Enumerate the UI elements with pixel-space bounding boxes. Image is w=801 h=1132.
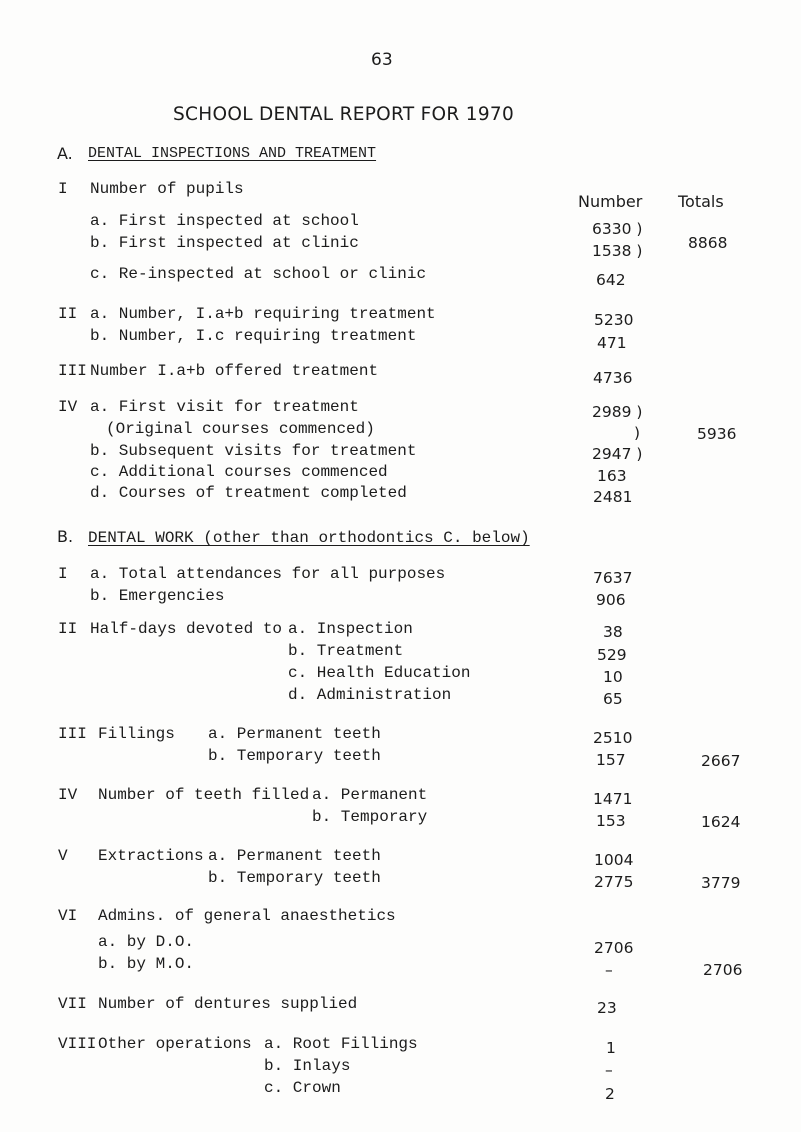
value-total: 5936: [697, 425, 737, 443]
value-number: 23: [597, 999, 617, 1017]
roman-numeral: VIII: [58, 1035, 97, 1053]
value-number: –: [605, 1061, 613, 1079]
row-label: Extractions: [98, 847, 204, 865]
value-number: 529: [597, 646, 627, 664]
section-a-letter: A.: [57, 144, 73, 163]
value-number: –: [605, 961, 613, 979]
value-total: 2667: [701, 752, 741, 770]
row-label: b. Subsequent visits for treatment: [90, 442, 417, 460]
page-title: SCHOOL DENTAL REPORT FOR 1970: [173, 104, 515, 125]
row-label: b. by M.O.: [98, 955, 195, 973]
row-label: (Original courses commenced): [106, 420, 375, 438]
row-label: a. Inspection: [288, 620, 413, 638]
row-label: Number of dentures supplied: [98, 995, 358, 1013]
roman-numeral: VII: [58, 995, 87, 1013]
value-total: 8868: [688, 234, 728, 252]
value-number: 163: [597, 467, 627, 485]
page-number: 63: [371, 50, 393, 70]
row-label: Number of teeth filled: [98, 786, 310, 804]
value-number: 1538 ): [592, 242, 643, 260]
row-label: a. by D.O.: [98, 933, 195, 951]
row-label: a. First inspected at school: [90, 212, 359, 230]
row-label: c. Additional courses commenced: [90, 463, 388, 481]
row-label: a. Permanent: [312, 786, 428, 804]
row-label: d. Administration: [288, 686, 452, 704]
value-number: 38: [603, 623, 623, 641]
roman-numeral: IV: [58, 786, 78, 804]
value-number: 1004: [594, 851, 634, 869]
row-label: b. Treatment: [288, 642, 404, 660]
value-number: 2: [605, 1085, 615, 1103]
value-number: 157: [596, 751, 626, 769]
value-number: 5230: [594, 311, 634, 329]
row-label: d. Courses of treatment completed: [90, 484, 407, 502]
value-number: 2989 ): [592, 403, 643, 421]
row-label: b. Inlays: [264, 1057, 351, 1075]
row-label: Half-days devoted to: [90, 620, 283, 638]
column-header-totals: Totals: [678, 192, 724, 211]
value-total: 3779: [701, 874, 741, 892]
roman-numeral: III: [58, 362, 87, 380]
row-label: c. Health Education: [288, 664, 471, 682]
value-number: 2947 ): [592, 445, 643, 463]
section-b-heading: DENTAL WORK (other than orthodontics C. below): [88, 529, 530, 547]
value-number: 471: [597, 334, 627, 352]
row-label: a. Permanent teeth: [208, 847, 381, 865]
value-number: 642: [596, 271, 626, 289]
roman-numeral: VI: [58, 907, 78, 925]
value-number: 1471: [593, 790, 633, 808]
row-label: Admins. of general anaesthetics: [98, 907, 396, 925]
row-label: c. Crown: [264, 1079, 341, 1097]
value-number: 2775: [594, 873, 634, 891]
roman-numeral: I: [58, 565, 68, 583]
row-label: a. Permanent teeth: [208, 725, 381, 743]
row-label: a. Number, I.a+b requiring treatment: [90, 305, 436, 323]
section-b-letter: B.: [57, 527, 74, 546]
value-number: 2510: [593, 729, 633, 747]
row-label: Fillings: [98, 725, 175, 743]
value-number: 65: [603, 690, 623, 708]
roman-numeral: III: [58, 725, 87, 743]
roman-numeral: II: [58, 620, 78, 638]
row-label: b. Number, I.c requiring treatment: [90, 327, 417, 345]
roman-numeral: I: [58, 180, 68, 198]
row-label: Other operations: [98, 1035, 252, 1053]
value-number: ): [634, 424, 641, 442]
value-number: 153: [596, 812, 626, 830]
roman-numeral: V: [58, 847, 68, 865]
value-number: 906: [596, 591, 626, 609]
row-label: c. Re-inspected at school or clinic: [90, 265, 427, 283]
row-label: a. Root Fillings: [264, 1035, 418, 1053]
value-number: 6330 ): [592, 220, 643, 238]
row-label: b. First inspected at clinic: [90, 234, 359, 252]
value-number: 10: [603, 668, 623, 686]
section-a-heading: DENTAL INSPECTIONS AND TREATMENT: [88, 145, 377, 162]
value-total: 1624: [701, 813, 741, 831]
row-label: Number of pupils: [90, 180, 244, 198]
value-number: 2481: [593, 488, 633, 506]
column-header-number: Number: [578, 192, 643, 211]
row-label: b. Emergencies: [90, 587, 225, 605]
value-number: 1: [606, 1039, 616, 1057]
row-label: Number I.a+b offered treatment: [90, 362, 379, 380]
value-total: 2706: [703, 961, 743, 979]
roman-numeral: II: [58, 305, 78, 323]
value-number: 2706: [594, 939, 634, 957]
row-label: a. Total attendances for all purposes: [90, 565, 446, 583]
row-label: b. Temporary: [312, 808, 428, 826]
row-label: b. Temporary teeth: [208, 869, 381, 887]
row-label: b. Temporary teeth: [208, 747, 381, 765]
row-label: a. First visit for treatment: [90, 398, 359, 416]
value-number: 7637: [593, 569, 633, 587]
value-number: 4736: [593, 369, 633, 387]
roman-numeral: IV: [58, 398, 78, 416]
